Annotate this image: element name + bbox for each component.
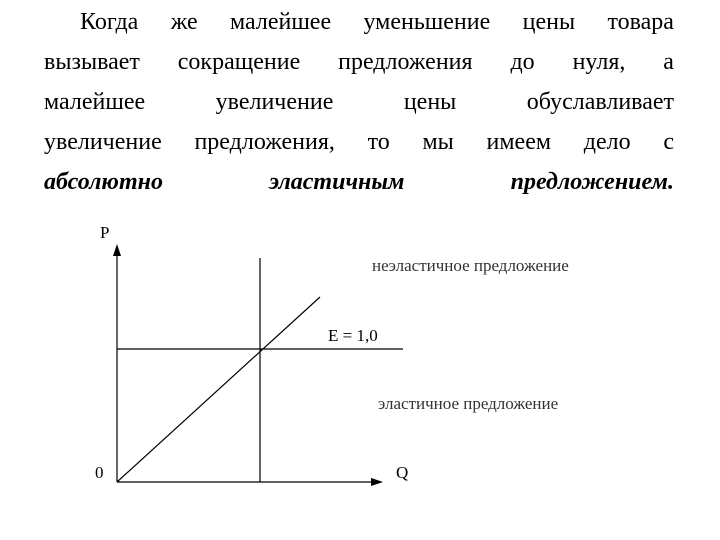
word: мы [422,129,454,155]
origin-label: 0 [95,463,104,482]
word: же [170,9,198,35]
word: цены [403,89,457,115]
word: вызывает [44,49,140,75]
word: а [663,49,674,75]
word: до [510,49,535,75]
word: сокращение [177,49,301,75]
word: цены [522,9,576,35]
word: с [663,129,674,155]
word: дело [583,129,631,155]
x-axis-arrow-icon [371,478,383,486]
x-axis-label: Q [396,463,409,482]
word: нуля, [572,49,626,75]
word: предложения [338,49,473,75]
word: увеличение [215,89,334,115]
word: товара [607,9,674,35]
word: предложения, [194,129,335,155]
elasticity-label: E = 1,0 [328,326,378,345]
word: имеем [486,129,552,155]
emphasis-word: абсолютно [44,169,163,195]
word: Когда [80,9,139,35]
word: малейшее [44,89,146,115]
word: обуславливает [526,89,674,115]
y-axis-arrow-icon [113,244,121,256]
y-axis-label: P [100,223,110,242]
unit-elastic-supply-line [117,297,320,482]
inelastic-supply-label: неэластичное предложение [372,256,569,275]
word: то [367,129,390,155]
word: малейшее [229,9,332,35]
emphasis-word: эластичным [269,169,405,195]
word: уменьшение [363,9,491,35]
word: увеличение [44,129,162,155]
emphasis-word: предложением. [510,169,674,195]
elastic-supply-label: эластичное предложение [378,394,559,413]
